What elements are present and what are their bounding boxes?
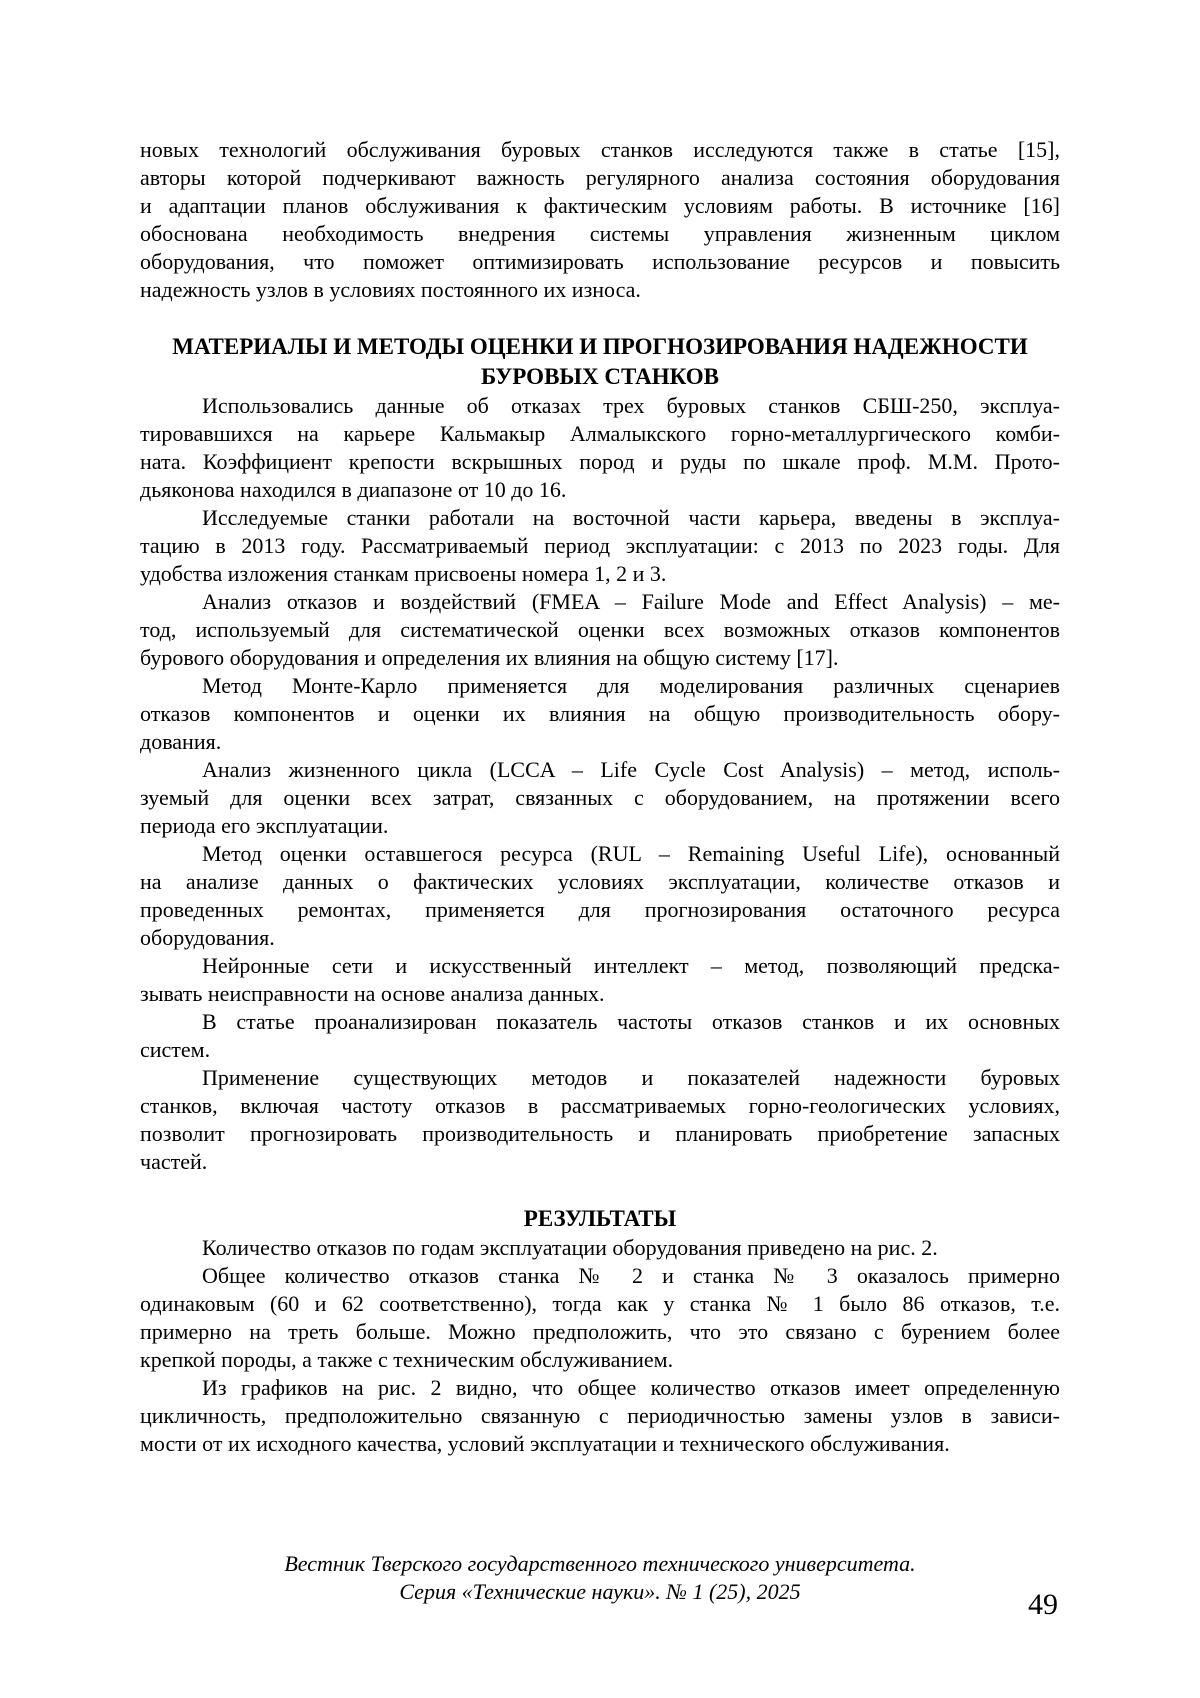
text-line: Анализ отказов и воздействий (FMEA – Failure Mode and Effect Analysis) – ме- xyxy=(202,589,1060,614)
paragraph xyxy=(140,136,1060,304)
text-line: и адаптации планов обслуживания к фактическим условиям работы. В источнике [16] xyxy=(140,193,1060,218)
text-line: проведенных ремонтах, применяется для прогнозирования остаточного ресурса xyxy=(140,897,1060,922)
text-line: новых технологий обслуживания буровых станков исследуются также в статье [15], xyxy=(140,137,1060,162)
text-line: одинаковым (60 и 62 соответственно), тогда как у станка № 1 было 86 отказов, т.е. xyxy=(140,1291,1060,1316)
paragraph xyxy=(140,1234,1060,1262)
paragraph xyxy=(140,392,1060,504)
text-line: Количество отказов по годам эксплуатации оборудования приведено на рис. 2. xyxy=(202,1235,938,1260)
section-heading xyxy=(140,332,1060,392)
text-line: тод, используемый для систематической оценки всех возможных отказов компонентов xyxy=(140,617,1060,642)
text-line: В статье проанализирован показатель частоты отказов станков и их основных xyxy=(202,1009,1060,1034)
heading-line: БУРОВЫХ СТАНКОВ xyxy=(480,364,719,389)
page-number: 49 xyxy=(1028,1588,1058,1621)
text-line: обоснована необходимость внедрения системы управления жизненным циклом xyxy=(140,221,1060,246)
heading-line: РЕЗУЛЬТАТЫ xyxy=(523,1206,677,1231)
paragraph xyxy=(140,504,1060,588)
text-line: Исследуемые станки работали на восточной части карьера, введены в эксплуа- xyxy=(202,505,1060,530)
footer-line-series: Серия «Технические науки». № 1 (25), 2025 xyxy=(399,1579,801,1604)
text-line: примерно на треть больше. Можно предположить, что это связано с бурением более xyxy=(140,1319,1060,1344)
text-line: позволит прогнозировать производительность и планировать приобретение запасных xyxy=(140,1121,1060,1146)
text-line: Использовались данные об отказах трех буровых станков СБШ-250, эксплуа- xyxy=(202,393,1060,418)
footer-line-journal: Вестник Тверского государственного технического университета. xyxy=(284,1551,916,1576)
text-line: тировавшихся на карьере Кальмакыр Алмалыкского горно-металлургического комби- xyxy=(140,421,1060,446)
paragraph xyxy=(140,588,1060,672)
paragraph xyxy=(140,756,1060,840)
text-line: дования. xyxy=(140,729,222,754)
text-line: Общее количество отказов станка № 2 и станка № 3 оказалось примерно xyxy=(202,1263,1060,1288)
text-line: частей. xyxy=(140,1149,208,1174)
text-line: Метод Монте-Карло применяется для моделирования различных сценариев xyxy=(202,673,1060,698)
paragraph xyxy=(140,1008,1060,1064)
text-line: ната. Коэффициент крепости вскрышных пород и руды по шкале проф. М.М. Прото- xyxy=(140,449,1060,474)
heading-line: МАТЕРИАЛЫ И МЕТОДЫ ОЦЕНКИ И ПРОГНОЗИРОВАНИЯ НАДЕЖНОСТИ xyxy=(172,334,1028,359)
text-line: периода его эксплуатации. xyxy=(140,813,389,838)
text-line: надежность узлов в условиях постоянного их износа. xyxy=(140,277,641,302)
text-line: зывать неисправности на основе анализа данных. xyxy=(140,981,605,1006)
text-line: Метод оценки оставшегося ресурса (RUL – Remaining Useful Life), основанный xyxy=(202,841,1060,866)
text-line: станков, включая частоту отказов в рассматриваемых горно-геологических условиях, xyxy=(140,1093,1060,1118)
text-line: бурового оборудования и определения их влияния на общую систему [17]. xyxy=(140,645,839,670)
text-line: мости от их исходного качества, условий эксплуатации и технического обслуживания. xyxy=(140,1431,950,1456)
text-line: Из графиков на рис. 2 видно, что общее количество отказов имеет определенную xyxy=(202,1375,1060,1400)
text-line: крепкой породы, а также с техническим обслуживанием. xyxy=(140,1347,674,1372)
text-line: оборудования, что поможет оптимизировать использование ресурсов и повысить xyxy=(140,249,1060,274)
text-line: тацию в 2013 году. Рассматриваемый период эксплуатации: с 2013 по 2023 годы. Для xyxy=(140,533,1060,558)
text-line: Применение существующих методов и показателей надежности буровых xyxy=(202,1065,1060,1090)
paragraph xyxy=(140,1064,1060,1176)
text-line: зуемый для оценки всех затрат, связанных с оборудованием, на протяжении всего xyxy=(140,785,1060,810)
text-line: Нейронные сети и искусственный интеллект – метод, позволяющий предска- xyxy=(202,953,1060,978)
paragraph xyxy=(140,1262,1060,1374)
text-line: систем. xyxy=(140,1037,211,1062)
text-line: Анализ жизненного цикла (LCCA – Life Cycle Cost Analysis) – метод, исполь- xyxy=(202,757,1060,782)
paragraph xyxy=(140,1374,1060,1458)
text-line: цикличность, предположительно связанную с периодичностью замены узлов в зависи- xyxy=(140,1403,1060,1428)
paragraph xyxy=(140,840,1060,952)
text-line: дьяконова находился в диапазоне от 10 до 16. xyxy=(140,477,567,502)
text-line: на анализе данных о фактических условиях эксплуатации, количестве отказов и xyxy=(140,869,1060,894)
text-line: удобства изложения станкам присвоены номера 1, 2 и 3. xyxy=(140,561,667,586)
journal-footer xyxy=(140,1550,1060,1606)
paragraph xyxy=(140,952,1060,1008)
text-line: отказов компонентов и оценки их влияния на общую производительность обору- xyxy=(140,701,1060,726)
section-heading xyxy=(140,1204,1060,1234)
paragraph xyxy=(140,672,1060,756)
page-body xyxy=(140,136,1060,1458)
text-line: оборудования. xyxy=(140,925,275,950)
text-line: авторы которой подчеркивают важность регулярного анализа состояния оборудования xyxy=(140,165,1060,190)
